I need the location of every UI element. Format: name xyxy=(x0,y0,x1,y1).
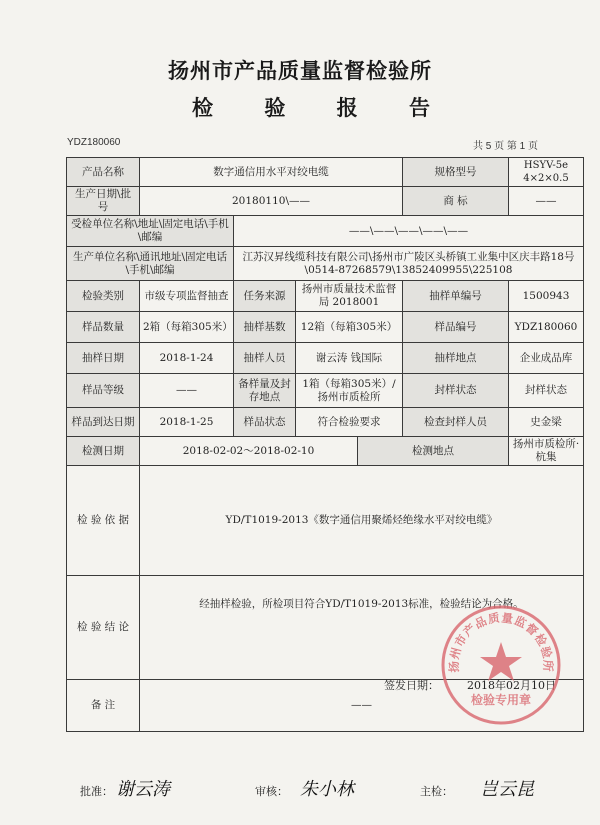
remark-label: 备 注 xyxy=(67,680,140,732)
sample-no-label: 样品编号 xyxy=(403,312,509,343)
manufacturer-label: 生产单位名称\通讯地址\固定电话\手机\邮编 xyxy=(67,247,234,281)
task-source-value: 扬州市质量技术监督局 2018001 xyxy=(296,281,403,312)
model-value: HSYV-5e 4×2×0.5 xyxy=(509,158,584,187)
sample-base-label: 抽样基数 xyxy=(234,312,296,343)
test-type-label: 检验类别 xyxy=(67,281,140,312)
table-row xyxy=(67,466,584,576)
review-signature: 朱小林 xyxy=(300,779,354,800)
basis-label: 检 验 依 据 xyxy=(67,466,140,576)
sealer-label: 检查封样人员 xyxy=(403,408,509,437)
conclusion-value: 经抽样检验，所检项目符合YD/T1019-2013标准，检验结论为合格。 xyxy=(140,576,584,680)
table-row xyxy=(67,216,584,247)
table-row xyxy=(67,247,584,281)
basis-value: YD/T1019-2013《数字通信用聚烯烃绝缘水平对绞电缆》 xyxy=(140,466,584,576)
sample-grade-label: 样品等级 xyxy=(67,374,140,408)
table-row xyxy=(67,374,584,408)
sample-quantity-value: 2箱（每箱305米） xyxy=(140,312,234,343)
trademark-value: —— xyxy=(509,187,584,216)
inspected-unit-label: 受检单位名称\地址\固定电话\手机\邮编 xyxy=(67,216,234,247)
report-subtitle: 检 验 报 告 xyxy=(192,96,452,120)
sampling-place-value: 企业成品库 xyxy=(509,343,584,374)
inspected-unit-value: ——\——\——\——\—— xyxy=(234,216,584,247)
seal-status-value: 封样状态 xyxy=(509,374,584,408)
backup-label: 备样量及封存地点 xyxy=(234,374,296,408)
table-row xyxy=(67,187,584,216)
sample-no-value: YDZ180060 xyxy=(509,312,584,343)
product-name-value: 数字通信用水平对绞电缆 xyxy=(140,158,403,187)
sample-form-no-label: 抽样单编号 xyxy=(403,281,509,312)
model-label: 规格型号 xyxy=(403,158,509,187)
stamp-bottom-text: 检验专用章 xyxy=(470,693,532,707)
sampler-value: 谢云涛 钱国际 xyxy=(296,343,403,374)
sample-grade-value: —— xyxy=(140,374,234,408)
table-row xyxy=(67,343,584,374)
review-label: 审核： xyxy=(255,785,288,798)
sampling-date-label: 抽样日期 xyxy=(67,343,140,374)
table-row xyxy=(67,437,584,466)
arrival-date-value: 2018-1-25 xyxy=(140,408,234,437)
product-name-label: 产品名称 xyxy=(67,158,140,187)
test-date-label: 检测日期 xyxy=(67,437,140,466)
sampler-label: 抽样人员 xyxy=(234,343,296,374)
test-type-value: 市级专项监督抽查 xyxy=(140,281,234,312)
sample-status-value: 符合检验要求 xyxy=(296,408,403,437)
sample-base-value: 12箱（每箱305米） xyxy=(296,312,403,343)
production-date-value: 20180110\—— xyxy=(140,187,403,216)
sampling-date-value: 2018-1-24 xyxy=(140,343,234,374)
approve-label: 批准： xyxy=(80,785,113,798)
sign-date-value: 2018年02月10日 xyxy=(467,679,556,692)
table-row xyxy=(67,158,584,187)
stamp-text: 扬州市产品质量监督检验所 xyxy=(446,610,556,673)
conclusion-label: 检 验 结 论 xyxy=(67,576,140,680)
document-number: YDZ180060 xyxy=(67,137,121,148)
sealer-value: 史金梁 xyxy=(509,408,584,437)
approve-signature: 谢云涛 xyxy=(116,779,170,800)
test-date-value: 2018-02-02～2018-02-10 xyxy=(140,437,358,466)
page-info: 共 5 页 第 1 页 xyxy=(472,141,538,152)
table-row xyxy=(67,281,584,312)
test-place-value: 扬州市质检所·杭集 xyxy=(509,437,584,466)
remark-value: —— xyxy=(140,680,584,732)
seal-status-label: 封样状态 xyxy=(403,374,509,408)
check-signature: 岂云昆 xyxy=(480,779,534,800)
task-source-label: 任务来源 xyxy=(234,281,296,312)
production-date-label: 生产日期\批号 xyxy=(67,187,140,216)
backup-value: 1箱（每箱305米）/扬州市质检所 xyxy=(296,374,403,408)
table-row xyxy=(67,408,584,437)
manufacturer-value: 江苏汉昇线缆科技有限公司\扬州市广陵区头桥镇工业集中区庆丰路18号\0514-87268579\13852409955\225108 xyxy=(234,247,584,281)
sample-status-label: 样品状态 xyxy=(234,408,296,437)
sign-date-label: 签发日期： xyxy=(384,679,439,692)
report-title: 扬州市产品质量监督检验所 xyxy=(168,59,432,83)
test-place-label: 检测地点 xyxy=(358,437,509,466)
arrival-date-label: 样品到达日期 xyxy=(67,408,140,437)
check-label: 主检： xyxy=(420,785,453,798)
table-row xyxy=(67,312,584,343)
sampling-place-label: 抽样地点 xyxy=(403,343,509,374)
official-stamp-icon xyxy=(440,604,562,726)
trademark-label: 商 标 xyxy=(403,187,509,216)
sample-form-no-value: 1500943 xyxy=(509,281,584,312)
sample-quantity-label: 样品数量 xyxy=(67,312,140,343)
